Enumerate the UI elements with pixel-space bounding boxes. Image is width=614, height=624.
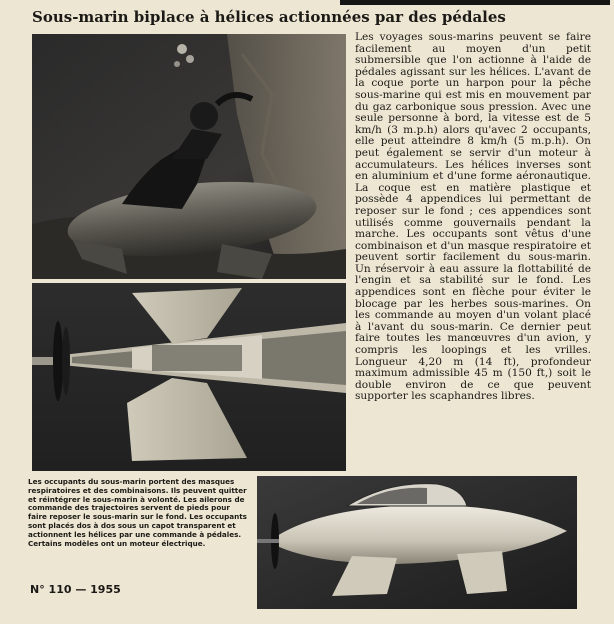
top-rule — [340, 0, 610, 5]
plan-view-drawing — [32, 283, 346, 471]
photo-caption: Les occupants du sous-marin portent des masques respiratoires et des combinaisons. Ils peuvent quitter et réintégrer le sous-marin à volonté. Les ailerons de commande des trajectoires servent de pieds pour faire reposer le sous-marin sur le fond. Les occupants sont placés dos à dos sous un capot transparent et actionnent les hélices par une commande à pédales. Certains modèles ont un moteur électrique. — [28, 478, 247, 548]
side-view-drawing — [257, 476, 577, 609]
submarine-top-view-photo — [32, 283, 346, 471]
article-title: Sous-marin biplace à hélices actionnées par des pédales — [32, 8, 506, 26]
diver-riding-submarine-photo — [32, 34, 346, 279]
article-body: Les voyages sous-marins peuvent se faire facilement au moyen d'un petit submersible que l'on actionne à l'aide de pédales agissant sur les hélices. L'avant de la coque porte un harpon pour la pêche sous-marine qui est mis en mouvement par du gaz carbonique sous pression. Avec une seule personne à bord, la vitesse est de 5 km/h (3 m.p.h) alors qu'avec 2 occupants, elle peut atteindre 8 km/h (5 m.p.h). On peut également se servir d'un moteur à accumulateurs. Les hélices inverses sont en aluminium et d'une forme aéronautique. La coque est en matière plastique et possède 4 appendices lui permettant de reposer sur le fond ; ces appendices sont utilisés comme gouvernails pendant la marche. Les occupants sont vêtus d'une combinaison et d'un masque respiratoire et peuvent sortir facilement du sous-marin. Un réservoir à eau assure la flottabilité de l'engin et sa stabilité sur le fond. Les appendices sont en flèche pour éviter le blocage par les herbes sous-marines. On les commande au moyen d'un volant placé à l'avant du sous-marin. Ce dernier peut faire toutes les manœuvres d'un avion, y compris les loopings et les vrilles. Longueur 4,20 m (14 ft), profondeur maximum admissible 45 m (150 ft,) soit le double environ de ce que peuvent supporter les scaphandres libres. — [355, 32, 591, 403]
page-folio: N° 110 — 1955 — [30, 583, 121, 596]
submarine-side-view-photo — [257, 476, 577, 609]
diver-photo-drawing — [32, 34, 346, 279]
